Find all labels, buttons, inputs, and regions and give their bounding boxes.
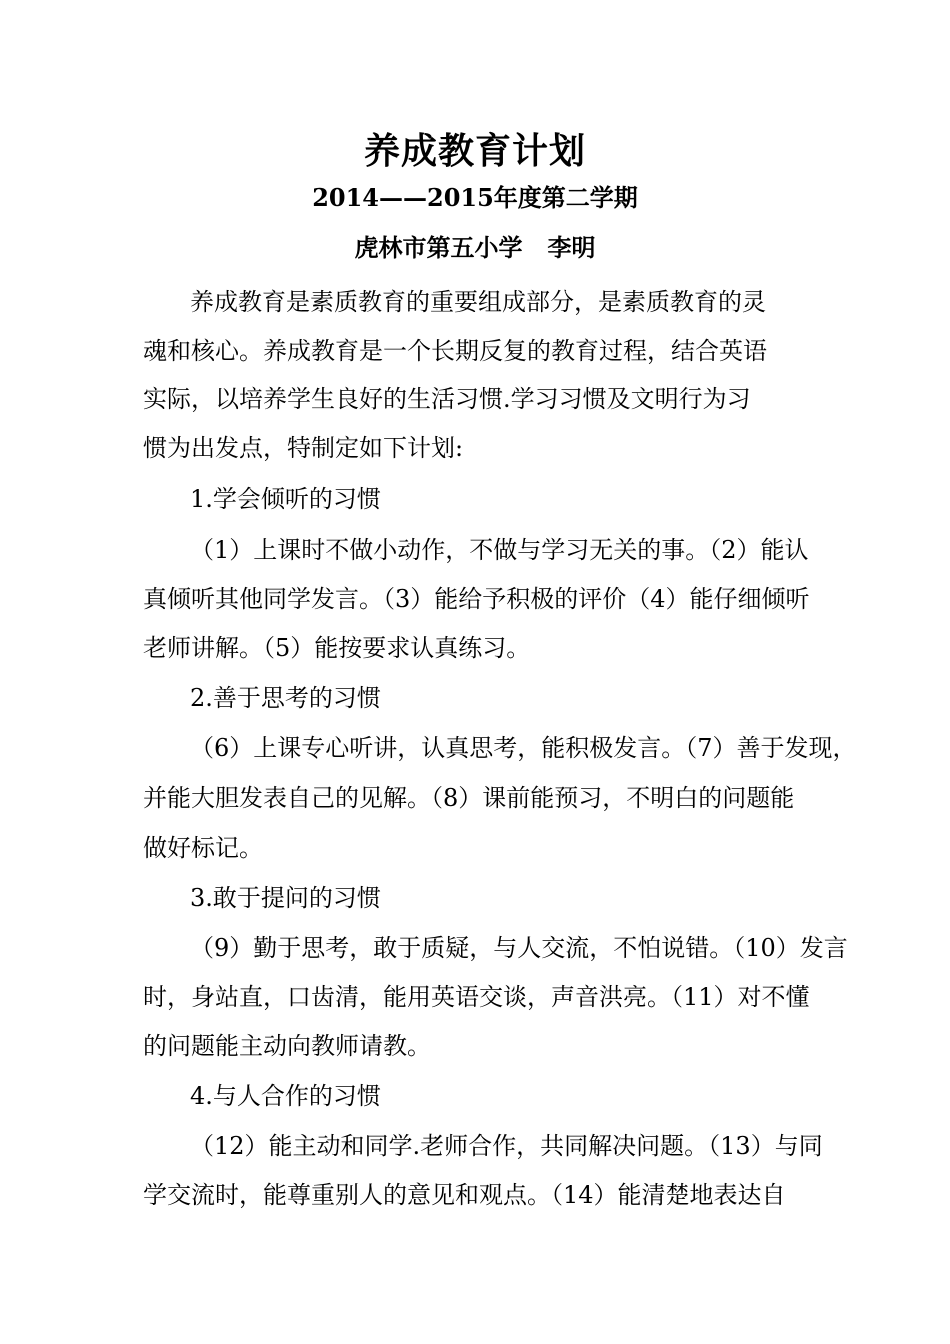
paragraph-line: 做好标记。 [143, 834, 263, 862]
section-heading: 3.敢于提问的习惯 [190, 884, 381, 912]
paragraph-line: 养成教育是素质教育的重要组成部分，是素质教育的灵 [190, 288, 766, 316]
paragraph-line: 真倾听其他同学发言。（3）能给予积极的评价（4）能仔细倾听 [143, 585, 810, 613]
paragraph-line: 老师讲解。（5）能按要求认真练习。 [143, 634, 531, 662]
section-heading: 1.学会倾听的习惯 [190, 485, 381, 513]
document-author: 虎林市第五小学 李明 [354, 233, 596, 262]
paragraph-line: 惯为出发点，特制定如下计划: [143, 434, 464, 462]
document-title: 养成教育计划 [363, 131, 586, 172]
paragraph-line: 并能大胆发表自己的见解。（8）课前能预习，不明白的问题能 [143, 784, 795, 812]
paragraph-line: 学交流时，能尊重别人的意见和观点。（14）能清楚地表达自 [143, 1181, 786, 1209]
paragraph-line: 实际，以培养学生良好的生活习惯.学习习惯及文明行为习 [143, 385, 751, 413]
paragraph-line: 魂和核心。养成教育是一个长期反复的教育过程，结合英语 [143, 337, 767, 365]
section-heading: 2.善于思考的习惯 [190, 684, 381, 712]
document-subtitle: 2014——2015年度第二学期 [312, 183, 638, 212]
paragraph-line: （12）能主动和同学.老师合作，共同解决问题。（13）与同 [190, 1132, 823, 1160]
section-heading: 4.与人合作的习惯 [190, 1082, 381, 1110]
paragraph-line: 的问题能主动向教师请教。 [143, 1032, 431, 1060]
paragraph-line: （9）勤于思考，敢于质疑，与人交流，不怕说错。（10）发言 [190, 934, 848, 962]
paragraph-line: 时，身站直，口齿清，能用英语交谈，声音洪亮。（11）对不懂 [143, 983, 810, 1011]
paragraph-line: （6）上课专心听讲，认真思考，能积极发言。（7）善于发现， [190, 734, 857, 762]
paragraph-line: （1）上课时不做小动作，不做与学习无关的事。（2）能认 [190, 536, 809, 564]
